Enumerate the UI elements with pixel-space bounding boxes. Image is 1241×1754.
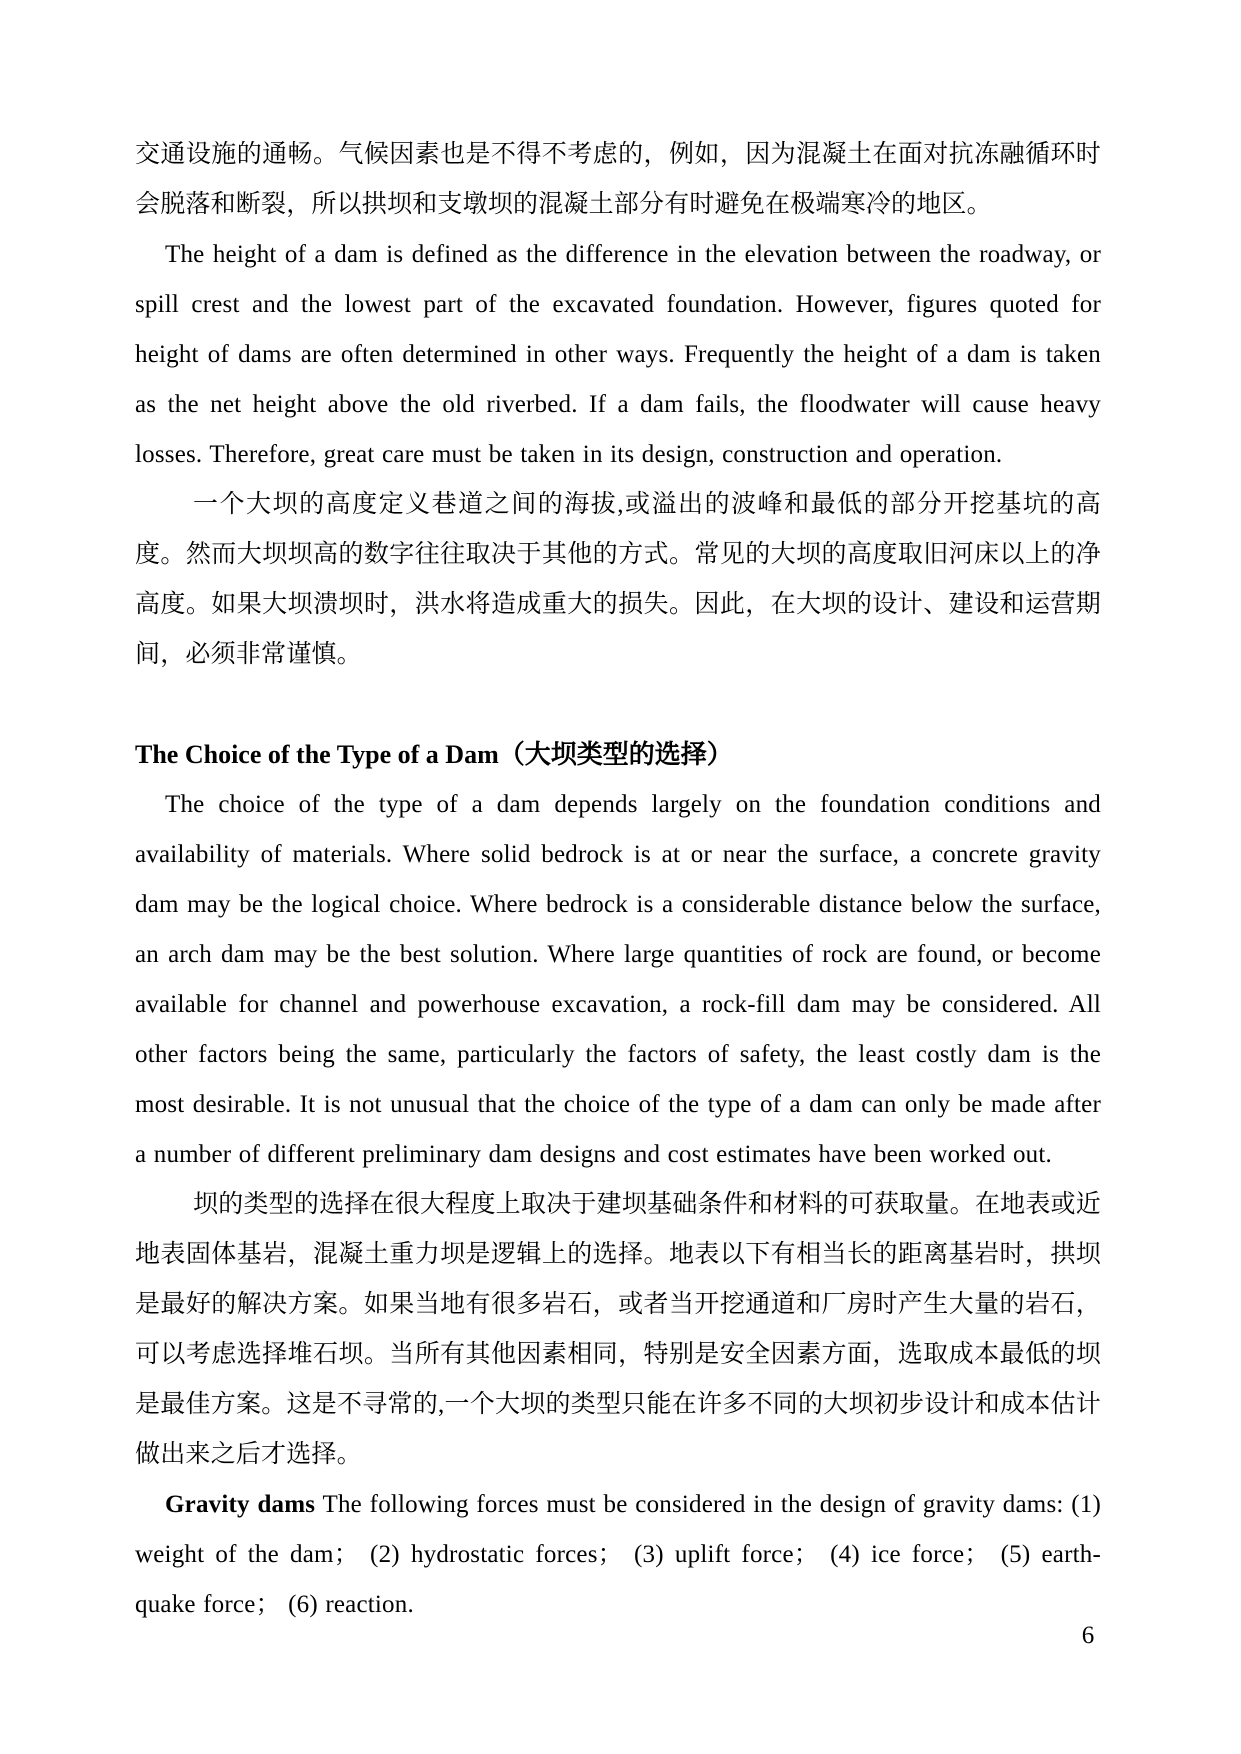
paragraph-en-dam-type-choice: The choice of the type of a dam depends largely on the foundation conditions and availability of materials. Where solid bedrock is at or near the surface, a concrete gravity dam may be the logical choice. Where bedrock is a considerable distance below the surface, an arch dam may be the best solution. Where large quantities of rock are found, or become available for channel and powerhouse excavation, a rock-fill dam may be considered. All other factors being the same, particularly the factors of safety, the least costly dam is the most desirable. It is not unusual that the choice of the type of a dam can only be made after a number of different preliminary dam designs and cost estimates have been worked out. [135, 791, 1101, 1168]
page-content [135, 130, 1101, 1630]
paragraph-en-dam-height: The height of a dam is defined as the difference in the elevation between the roadway, or spill crest and the lowest part of the excavated foundation. However, figures quoted for height of dams are often determined in other ways. Frequently the height of a dam is taken as the net height above the old riverbed. If a dam fails, the floodwater will cause heavy losses. Therefore, great care must be taken in its design, construction and operation. [135, 241, 1101, 468]
page-number: 6 [1081, 1622, 1095, 1649]
paragraph-en-gravity-dams [135, 1480, 1101, 1630]
gravity-dams-bold-label: Gravity dams [165, 1491, 316, 1518]
paragraph-cn-dam-height-translation: 一个大坝的高度定义巷道之间的海拔,或溢出的波峰和最低的部分开挖基坑的高度。然而大坝坝高的数字往往取决于其他的方式。常见的大坝的高度取旧河床以上的净高度。如果大坝溃坝时，洪水将造成重大的损失。因此，在大坝的设计、建设和运营期间，必须非常谨慎。 [135, 491, 1101, 668]
section-heading-choice-of-dam-type: The Choice of the Type of a Dam（大坝类型的选择） [135, 740, 733, 769]
gravity-dams-text: The following forces must be considered in the design of gravity dams: (1) weight of the dam； (2) hydrostatic forces； (3) uplift force； (4) ice force； (5) earth-quake force； (6) reaction. [135, 1491, 1101, 1618]
paragraph-cn-dam-type-choice-translation: 坝的类型的选择在很大程度上取决于建坝基础条件和材料的可获取量。在地表或近地表固体基岩，混凝土重力坝是逻辑上的选择。地表以下有相当长的距离基岩时，拱坝是最好的解决方案。如果当地有很多岩石，或者当开挖通道和厂房时产生大量的岩石，可以考虑选择堆石坝。当所有其他因素相同，特别是安全因素方面，选取成本最低的坝是最佳方案。这是不寻常的,一个大坝的类型只能在许多不同的大坝初步设计和成本估计做出来之后才选择。 [135, 1191, 1101, 1468]
paragraph-cn-climate-continuation: 交通设施的通畅。气候因素也是不得不考虑的，例如，因为混凝土在面对抗冻融循环时会脱落和断裂，所以拱坝和支墩坝的混凝土部分有时避免在极端寒冷的地区。 [135, 141, 1101, 218]
